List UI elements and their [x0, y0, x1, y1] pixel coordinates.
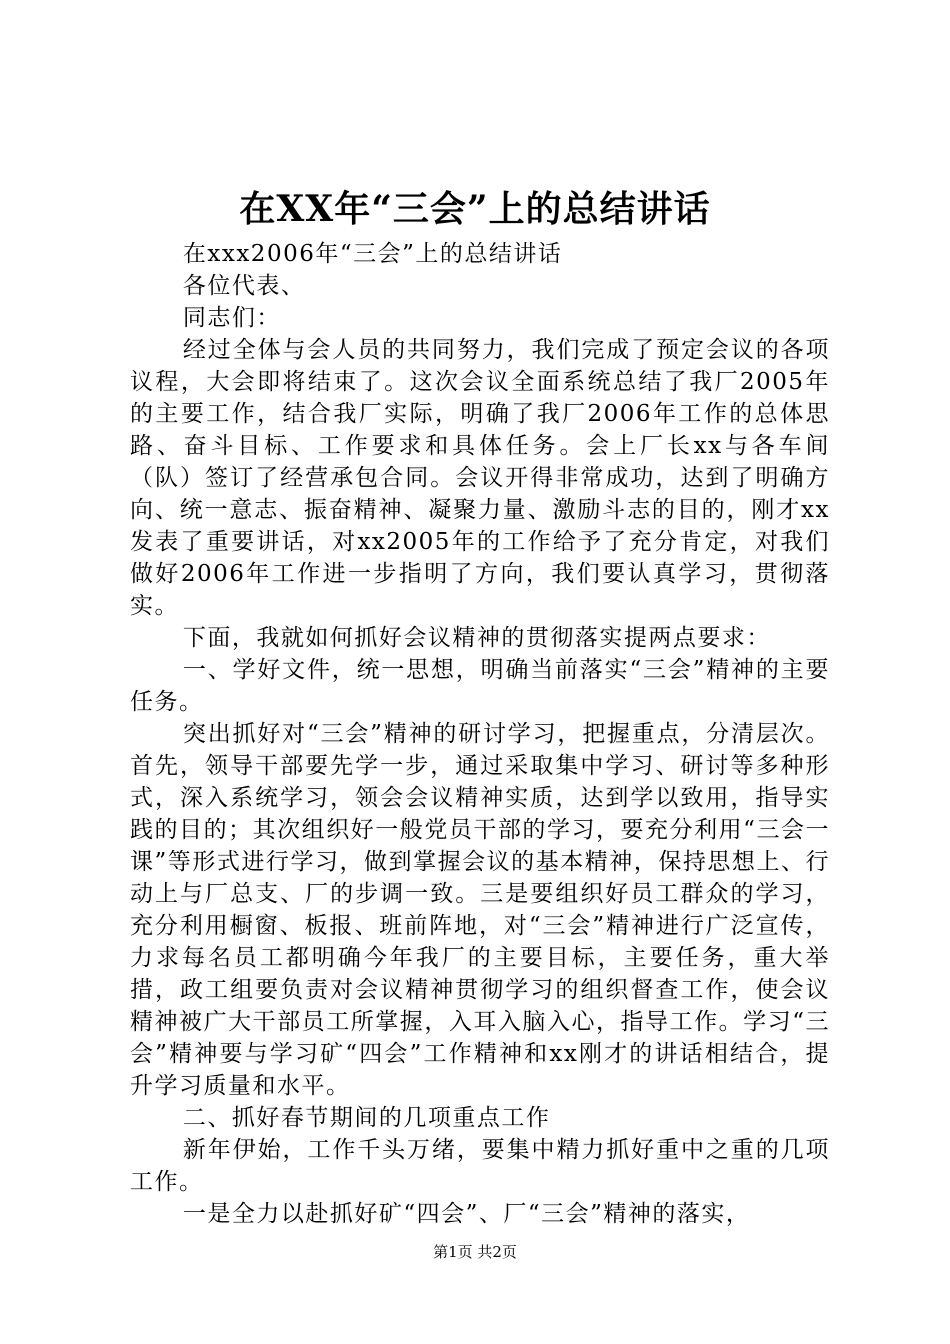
salutation-line: 同志们：	[182, 305, 281, 331]
page-footer: 第1页 共2页	[433, 1243, 517, 1261]
salutation-line: 各位代表、	[182, 273, 306, 299]
body-paragraph: 下面，我就如何抓好会议精神的贯彻落实提两点要求：	[182, 625, 771, 651]
body-paragraph: 新年伊始，工作千头万绪，要集中精力抓好重中之重的几项工作。	[130, 1137, 830, 1195]
document-body	[130, 238, 830, 1230]
body-paragraph: 经过全体与会人员的共同努力，我们完成了预定会议的各项议程，大会即将结束了。这次会议全面系统总结了我厂2005年的主要工作，结合我厂实际，明确了我厂2006年工作的总体思路、奋斗目标、工作要求和具体任务。会上厂长xx与各车间（队）签订了经营承包合同。会议开得非常成功，达到了明确方向、统一意志、振奋精神、凝聚力量、激励斗志的目的，刚才xx发表了重要讲话，对xx2005年的工作给予了充分肯定，对我们做好2006年工作进一步指明了方向，我们要认真学习，贯彻落实。	[130, 337, 830, 619]
subtitle-paragraph: 在xxx2006年“三会”上的总结讲话	[182, 241, 563, 267]
body-paragraph: 一是全力以赴抓好矿“四会”、厂“三会”精神的落实，	[182, 1201, 751, 1227]
document-title: 在XX年“三会”上的总结讲话	[239, 188, 711, 230]
body-paragraph: 突出抓好对“三会”精神的研讨学习，把握重点，分清层次。首先，领导干部要先学一步，通过采取集中学习、研讨等多种形式，深入系统学习，领会会议精神实质，达到学以致用，指导实践的目的；其次组织好一般党员干部的学习，要充分利用“三会一课”等形式进行学习，做到掌握会议的基本精神，保持思想上、行动上与厂总支、厂的步调一致。三是要组织好员工群众的学习，充分利用橱窗、板报、班前阵地，对“三会”精神进行广泛宣传，力求每名员工都明确今年我厂的主要目标，主要任务，重大举措，政工组要负责对会议精神贯彻学习的组织督查工作，使会议精神被广大干部员工所掌握，入耳入脑入心，指导工作。学习“三会”精神要与学习矿“四会”工作精神和xx刚才的讲话相结合，提升学习质量和水平。	[130, 721, 830, 1099]
section-heading: 二、抓好春节期间的几项重点工作	[182, 1105, 551, 1131]
section-heading: 一、学好文件，统一思想，明确当前落实“三会”精神的主要任务。	[130, 657, 830, 715]
